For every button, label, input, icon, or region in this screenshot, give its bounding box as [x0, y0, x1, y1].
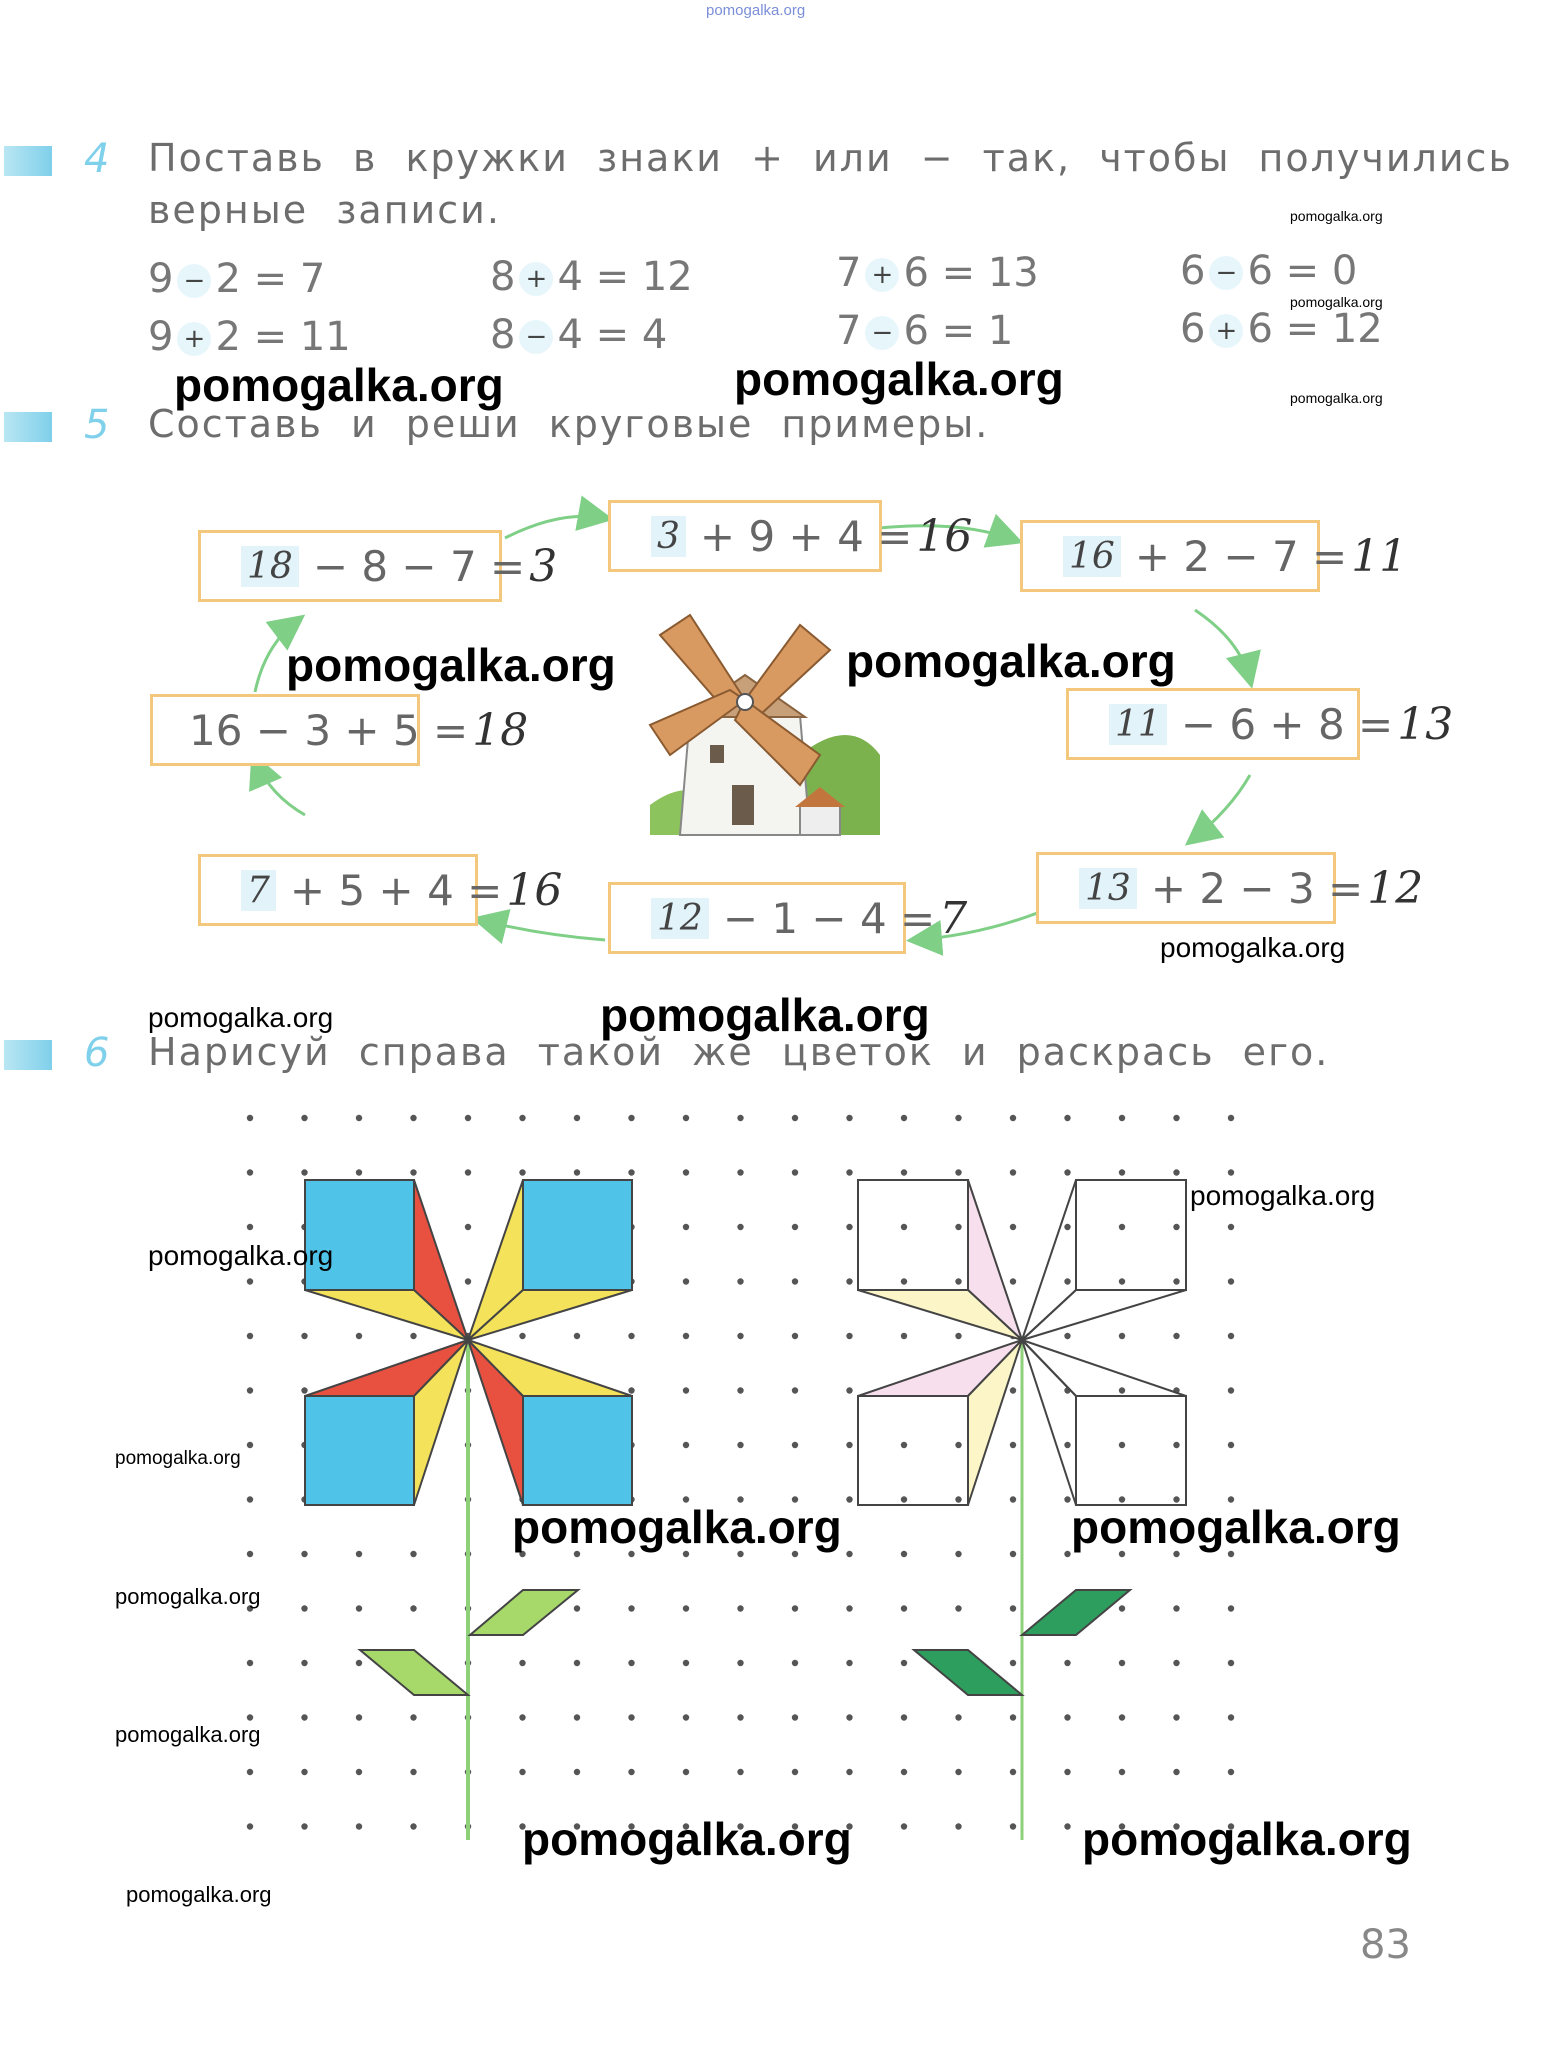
grid-dot: [574, 1660, 580, 1666]
sign-circle[interactable]: −: [519, 320, 553, 354]
equation-box: 18 − 8 − 7 = 3: [198, 530, 502, 602]
grid-dot: [628, 1169, 634, 1175]
watermark: pomogalka.org: [174, 359, 504, 411]
grid-dot: [955, 1769, 961, 1775]
grid-dot: [792, 1442, 798, 1448]
grid-dot: [247, 1823, 253, 1829]
grid-dot: [683, 1769, 689, 1775]
grid-dot: [356, 1660, 362, 1666]
grid-dot: [247, 1278, 253, 1284]
task-number: 5: [84, 402, 110, 448]
equation: 6 − 6 = 0: [1180, 248, 1358, 294]
watermark: pomogalka.org: [1190, 1180, 1376, 1211]
grid-dot: [410, 1115, 416, 1121]
grid-dot: [356, 1714, 362, 1720]
watermark: pomogalka.org: [115, 1448, 241, 1469]
grid-dot: [1064, 1823, 1070, 1829]
grid-dot: [737, 1442, 743, 1448]
grid-dot: [301, 1605, 307, 1611]
watermark: pomogalka.org: [148, 1002, 334, 1033]
grid-dot: [1173, 1769, 1179, 1775]
grid-dot: [247, 1442, 253, 1448]
grid-dot: [628, 1115, 634, 1121]
grid-dot: [1064, 1333, 1070, 1339]
grid-dot: [356, 1169, 362, 1175]
sign-circle[interactable]: −: [1209, 256, 1243, 290]
grid-dot: [1010, 1660, 1016, 1666]
arrow: [255, 760, 305, 815]
watermark: pomogalka.org: [1290, 390, 1383, 406]
grid-dot: [410, 1769, 416, 1775]
grid-dot: [410, 1333, 416, 1339]
grid-dot: [1010, 1823, 1016, 1829]
arrow: [1192, 775, 1250, 840]
watermark: pomogalka.org: [286, 639, 616, 691]
grid-dot: [1173, 1278, 1179, 1284]
grid-dot: [1010, 1387, 1016, 1393]
equation-box: 12 − 1 − 4 = 7: [608, 882, 906, 954]
grid-dot: [1119, 1169, 1125, 1175]
grid-dot: [1064, 1714, 1070, 1720]
grid-dot: [1119, 1660, 1125, 1666]
task-marker: [4, 1040, 52, 1070]
grid-dot: [846, 1714, 852, 1720]
grid-dot: [301, 1169, 307, 1175]
grid-dot: [410, 1714, 416, 1720]
grid-dot: [356, 1823, 362, 1829]
grid-dot: [955, 1169, 961, 1175]
grid-dot: [955, 1224, 961, 1230]
watermark: pomogalka.org: [1082, 1813, 1412, 1865]
grid-dot: [955, 1551, 961, 1557]
equation: 9 + 2 = 11: [148, 314, 351, 360]
grid-dot: [737, 1224, 743, 1230]
grid-dot: [301, 1333, 307, 1339]
grid-dot: [628, 1660, 634, 1666]
grid-dot: [792, 1660, 798, 1666]
grid-dot: [1064, 1660, 1070, 1666]
grid-dot: [846, 1442, 852, 1448]
grid-dot: [901, 1823, 907, 1829]
grid-dot: [846, 1115, 852, 1121]
grid-dot: [846, 1224, 852, 1230]
watermark: pomogalka.org: [115, 1722, 261, 1747]
grid-dot: [901, 1605, 907, 1611]
arrow: [1195, 610, 1250, 680]
grid-dot: [519, 1333, 525, 1339]
grid-dot: [1010, 1605, 1016, 1611]
header-site-label: pomogalka.org: [706, 2, 806, 19]
grid-dot: [737, 1387, 743, 1393]
sign-circle[interactable]: +: [177, 322, 211, 356]
grid-dot: [1228, 1224, 1234, 1230]
grid-dot: [1119, 1224, 1125, 1230]
grid-dot: [846, 1387, 852, 1393]
grid-dot: [792, 1169, 798, 1175]
grid-dot: [1119, 1278, 1125, 1284]
grid-dot: [1228, 1442, 1234, 1448]
grid-dot: [247, 1769, 253, 1775]
task-number: 6: [84, 1030, 110, 1076]
sign-circle[interactable]: +: [865, 258, 899, 292]
grid-dot: [1119, 1115, 1125, 1121]
grid-dot: [792, 1333, 798, 1339]
grid-dot: [901, 1278, 907, 1284]
grid-dot: [846, 1169, 852, 1175]
grid-dot: [683, 1169, 689, 1175]
grid-dot: [628, 1387, 634, 1393]
equation-box: 16 − 3 + 5 = 18: [150, 694, 420, 766]
grid-dot: [301, 1714, 307, 1720]
grid-dot: [1173, 1605, 1179, 1611]
grid-dot: [1228, 1660, 1234, 1666]
grid-dot: [901, 1551, 907, 1557]
grid-dot: [737, 1769, 743, 1775]
grid-dot: [301, 1823, 307, 1829]
grid-dot: [1010, 1551, 1016, 1557]
grid-dot: [247, 1115, 253, 1121]
grid-dot: [1119, 1714, 1125, 1720]
grid-dot: [574, 1605, 580, 1611]
grid-dot: [1119, 1442, 1125, 1448]
watermark: pomogalka.org: [600, 989, 930, 1041]
grid-dot: [465, 1115, 471, 1121]
grid-dot: [1119, 1387, 1125, 1393]
sign-circle[interactable]: −: [177, 264, 211, 298]
grid-dot: [574, 1333, 580, 1339]
grid-dot: [901, 1115, 907, 1121]
grid-dot: [1173, 1660, 1179, 1666]
grid-dot: [574, 1714, 580, 1720]
grid-dot: [792, 1605, 798, 1611]
grid-dot: [1064, 1115, 1070, 1121]
grid-dot: [683, 1278, 689, 1284]
grid-dot: [1173, 1442, 1179, 1448]
grid-dot: [1228, 1278, 1234, 1284]
grid-dot: [683, 1387, 689, 1393]
grid-dot: [955, 1605, 961, 1611]
grid-dot: [955, 1333, 961, 1339]
grid-dot: [410, 1823, 416, 1829]
equation-box: 11 − 6 + 8 = 13: [1066, 688, 1360, 760]
grid-dot: [901, 1769, 907, 1775]
grid-dot: [628, 1333, 634, 1339]
equation: 9 − 2 = 7: [148, 256, 326, 302]
grid-dot: [519, 1769, 525, 1775]
task-text-line1: Поставь в кружки знаки + или − так, чтобы получились: [148, 136, 1513, 180]
equation: 6 + 6 = 12: [1180, 306, 1383, 352]
grid-dot: [955, 1115, 961, 1121]
grid-dot: [247, 1496, 253, 1502]
grid-dot: [792, 1387, 798, 1393]
grid-dot: [465, 1169, 471, 1175]
grid-dot: [846, 1769, 852, 1775]
grid-dot: [247, 1333, 253, 1339]
equation-box: 7 + 5 + 4 = 16: [198, 854, 478, 926]
grid-dot: [1064, 1551, 1070, 1557]
grid-dot: [247, 1387, 253, 1393]
equation: 7 − 6 = 1: [836, 308, 1014, 354]
grid-dot: [846, 1496, 852, 1502]
grid-dot: [1064, 1169, 1070, 1175]
grid-dot: [356, 1769, 362, 1775]
grid-dot: [410, 1551, 416, 1557]
grid-dot: [465, 1224, 471, 1230]
grid-dot: [356, 1551, 362, 1557]
grid-dot: [1064, 1224, 1070, 1230]
grid-dot: [1010, 1169, 1016, 1175]
task-number: 4: [84, 136, 110, 182]
grid-dot: [792, 1714, 798, 1720]
grid-dot: [683, 1442, 689, 1448]
grid-dot: [846, 1551, 852, 1557]
grid-dot: [301, 1551, 307, 1557]
grid-dot: [410, 1169, 416, 1175]
grid-dot: [683, 1660, 689, 1666]
watermark: pomogalka.org: [1290, 294, 1383, 310]
grid-dot: [737, 1714, 743, 1720]
grid-dot: [247, 1224, 253, 1230]
grid-dot: [737, 1115, 743, 1121]
grid-dot: [955, 1442, 961, 1448]
grid-dot: [519, 1115, 525, 1121]
grid-dot: [846, 1333, 852, 1339]
equation: 8 − 4 = 4: [490, 312, 668, 358]
grid-dot: [1010, 1115, 1016, 1121]
grid-dot: [737, 1169, 743, 1175]
grid-dot: [628, 1769, 634, 1775]
equation: 8 + 4 = 12: [490, 254, 693, 300]
grid-dot: [465, 1278, 471, 1284]
grid-dot: [247, 1660, 253, 1666]
watermark: pomogalka.org: [115, 1584, 261, 1609]
watermark: pomogalka.org: [734, 353, 1064, 405]
grid-dot: [356, 1605, 362, 1611]
grid-dot: [792, 1278, 798, 1284]
grid-dot: [792, 1115, 798, 1121]
watermark: pomogalka.org: [512, 1501, 842, 1553]
grid-dot: [247, 1551, 253, 1557]
grid-dot: [1173, 1224, 1179, 1230]
grid-dot: [901, 1333, 907, 1339]
grid-dot: [792, 1224, 798, 1230]
sign-circle[interactable]: +: [519, 262, 553, 296]
grid-dot: [955, 1278, 961, 1284]
watermark: pomogalka.org: [148, 1240, 334, 1271]
grid-dot: [410, 1605, 416, 1611]
grid-dot: [737, 1278, 743, 1284]
grid-dot: [519, 1714, 525, 1720]
grid-dot: [1228, 1714, 1234, 1720]
grid-dot: [737, 1605, 743, 1611]
grid-dot: [574, 1169, 580, 1175]
grid-dot: [1228, 1169, 1234, 1175]
grid-dot: [901, 1442, 907, 1448]
task-marker: [4, 412, 52, 442]
grid-dot: [1173, 1333, 1179, 1339]
grid-dot: [846, 1660, 852, 1666]
grid-dot: [683, 1224, 689, 1230]
watermark: pomogalka.org: [126, 1882, 272, 1907]
grid-dot: [683, 1333, 689, 1339]
grid-dot: [901, 1224, 907, 1230]
arrow: [480, 920, 605, 940]
grid-dot: [301, 1769, 307, 1775]
grid-dot: [301, 1115, 307, 1121]
watermark: pomogalka.org: [1071, 1501, 1401, 1553]
grid-dot: [1228, 1387, 1234, 1393]
grid-dot: [1064, 1278, 1070, 1284]
equation-box: 13 + 2 − 3 = 12: [1036, 852, 1336, 924]
grid-dot: [1119, 1769, 1125, 1775]
grid-dot: [683, 1714, 689, 1720]
grid-dot: [846, 1605, 852, 1611]
grid-dot: [1064, 1442, 1070, 1448]
grid-dot: [955, 1496, 961, 1502]
grid-dot: [683, 1115, 689, 1121]
grid-dot: [1010, 1769, 1016, 1775]
task-marker: [4, 146, 52, 176]
watermark: pomogalka.org: [846, 635, 1176, 687]
grid-dot: [955, 1823, 961, 1829]
grid-dot: [301, 1660, 307, 1666]
page-number: 83: [1360, 1922, 1411, 1968]
grid-dot: [1173, 1714, 1179, 1720]
grid-dot: [628, 1714, 634, 1720]
grid-dot: [737, 1333, 743, 1339]
task-text: Составь и реши круговые примеры.: [148, 402, 990, 446]
grid-dot: [1064, 1769, 1070, 1775]
arrow: [505, 516, 605, 538]
grid-dot: [901, 1714, 907, 1720]
sign-circle[interactable]: −: [865, 316, 899, 350]
grid-dot: [574, 1769, 580, 1775]
equation-box: 16 + 2 − 7 = 11: [1020, 520, 1320, 592]
grid-dot: [247, 1169, 253, 1175]
grid-dot: [1173, 1169, 1179, 1175]
watermark: pomogalka.org: [1160, 932, 1346, 963]
equation-box: 3 + 9 + 4 = 16: [608, 500, 882, 572]
task-text: Нарисуй справа такой же цветок и раскрась его.: [148, 1030, 1330, 1074]
grid-dot: [1010, 1496, 1016, 1502]
grid-dot: [1119, 1333, 1125, 1339]
task-text-line2: верные записи.: [148, 188, 501, 232]
grid-dot: [1010, 1442, 1016, 1448]
grid-dot: [792, 1769, 798, 1775]
grid-dot: [1228, 1333, 1234, 1339]
grid-dot: [356, 1115, 362, 1121]
watermark: pomogalka.org: [522, 1813, 852, 1865]
grid-dot: [1064, 1496, 1070, 1502]
grid-dot: [1228, 1605, 1234, 1611]
grid-dot: [1010, 1224, 1016, 1230]
grid-dot: [683, 1605, 689, 1611]
grid-dot: [356, 1333, 362, 1339]
watermark: pomogalka.org: [1290, 208, 1383, 224]
grid-dot: [519, 1169, 525, 1175]
grid-dot: [1173, 1115, 1179, 1121]
grid-dot: [1228, 1115, 1234, 1121]
grid-dot: [846, 1278, 852, 1284]
grid-dot: [955, 1714, 961, 1720]
grid-dot: [1228, 1769, 1234, 1775]
grid-dot: [247, 1714, 253, 1720]
grid-dot: [1119, 1605, 1125, 1611]
grid-dot: [301, 1387, 307, 1393]
grid-dot: [901, 1660, 907, 1666]
grid-dot: [901, 1169, 907, 1175]
grid-dot: [737, 1660, 743, 1666]
grid-dot: [901, 1496, 907, 1502]
grid-dot: [519, 1660, 525, 1666]
grid-dot: [628, 1605, 634, 1611]
sign-circle[interactable]: +: [1209, 314, 1243, 348]
equation: 7 + 6 = 13: [836, 250, 1039, 296]
grid-dot: [1010, 1714, 1016, 1720]
grid-dot: [574, 1115, 580, 1121]
grid-dot: [1010, 1278, 1016, 1284]
